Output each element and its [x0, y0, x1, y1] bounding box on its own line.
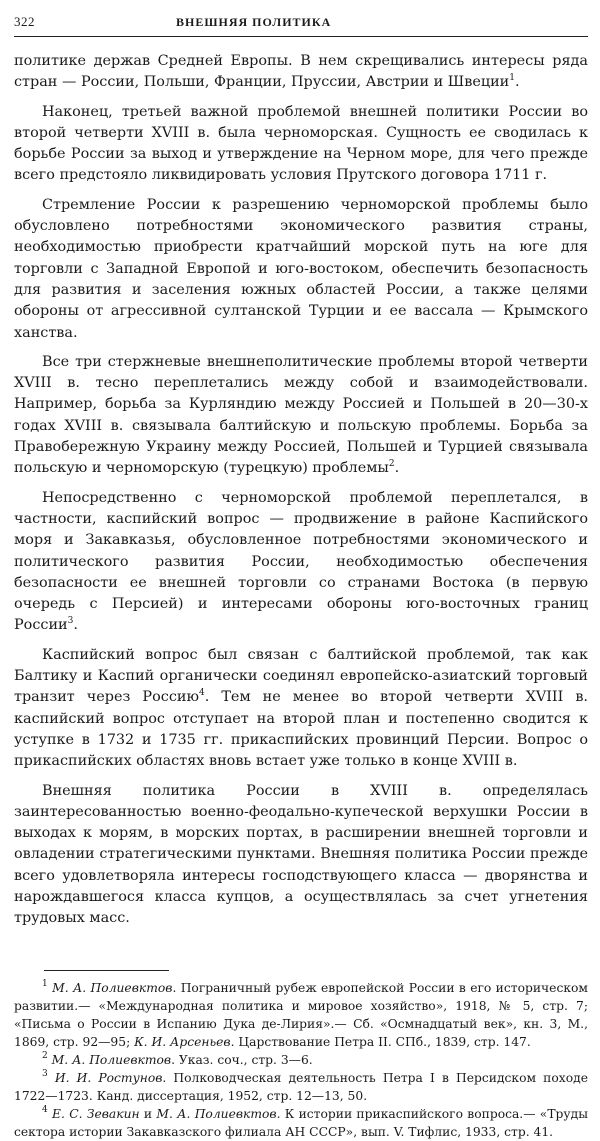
paragraph: Каспийский вопрос был связан с балтийской проблемой, так как Балтику и Каспий органически соединял европейско-азиатский торговый транзит через Россию$^4$. Тем не менее во второй четверти XVIII в. каспийский вопрос отступает на второй план и постепенно сводится к уступке в 1732 и 1735 гг. прикаспийских провинций Персии. Вопрос о прикаспийских областях вновь встает уже только в конце XVIII в. [14, 646, 588, 770]
paragraph: политике держав Средней Европы. В нем скрещивались интересы ряда стран — России, Польши, Франции, Пруссии, Австрии и Швеции$^1$. [14, 53, 588, 91]
footnote-ref[interactable]: 2 [388, 459, 395, 470]
paragraph: Стремление России к разрешению черноморской проблемы было обусловлено потребностями экономического развития страны, необходимостью приобрести кратчайший морской путь на юге для торговли с Западной Европой и юго-востоком, обеспечить безопасность для развития и заселения южных областей России, а также целями обороны от агрессивной султанской Турции и ее вассала — Крымского ханства. [14, 196, 588, 341]
paragraph: Все три стержневые внешнеполитические проблемы второй четверти XVIII в. тесно переплетались между собой и взаимодействовали. Например, борьба за Курляндию между Россией и Польшей в 20—30-х годах XVIII в. связывала балтийскую и польскую проблемы. Борьба за Правобережную Украину между Россией, Польшей и Турцией связывала польскую и черноморскую (турецкую) проблемы$^2$. [14, 353, 588, 477]
footnote: $^2$ М. А. Полиевктов. Указ. соч., стр. 3—6. [42, 1050, 313, 1067]
footnote: $^4$ Е. С. Зевакин и М. А. Полиевктов. К истории прикаспийского вопроса.— «Труды сектора истории Закавказского филиала АН СССР», вып. V. Тифлис, 1933, стр. 41. [14, 1104, 588, 1139]
paragraph: Наконец, третьей важной проблемой внешней политики России во второй четверти XVIII в. была черноморская. Сущность ее сводилась к борьбе России за выход и утверждение на Черном море, для чего прежде всего предстояло ликвидировать условия Прутского договора 1711 г. [14, 103, 588, 184]
footnote-ref[interactable]: 1 [509, 73, 516, 84]
page-number: 322 [14, 14, 35, 29]
running-title: ВНЕШНЯЯ ПОЛИТИКА [176, 15, 332, 29]
running-header [14, 14, 588, 37]
footnote-ref[interactable]: 3 [67, 616, 74, 627]
footnote: $^1$ М. А. Полиевктов. Пограничный рубеж европейской России в его историческом развитии.— «Международная политика и мировое хозяйство», 1918, № 5, стр. 7; «Письма о России в Испанию Дука де-Лирия».— Сб. «Осмнадцатый век», кн. 3, М., 1869, стр. 92—95; К. И. Арсеньев. Царствование Петра II. СПб., 1839, стр. 147. [14, 978, 588, 1049]
main-text [14, 51, 588, 930]
footnote-ref[interactable]: 4 [199, 688, 205, 699]
footnote-divider [44, 970, 169, 971]
book-page [14, 14, 588, 1141]
footnotes [14, 979, 588, 1141]
paragraph: Непосредственно с черноморской проблемой переплетался, в частности, каспийский вопрос — продвижение в районе Каспийского моря и Закавказья, обусловленное потребностями экономического и политического развития России, необходимостью обеспечения безопасности ее внешней торговли со странами Востока (в первую очередь с Персией) и интересами обороны юго-восточных границ России$^3$. [14, 489, 588, 634]
paragraph: Внешняя политика России в XVIII в. определялась заинтересованностью военно-феодально-купеческой верхушки России в выходах к морям, в морских портах, в расширении внешней торговли и овладении стратегическими пунктами. Внешняя политика России прежде всего удовлетворяла интересы господствующего класса — дворянства и нарождавшегося класса купцов, а осуществлялась за счет угнетения трудовых масс. [14, 782, 588, 927]
footnote: $^3$ И. И. Ростунов. Полководческая деятельность Петра I в Персидском походе 1722—1723. Канд. диссертация, 1952, стр. 12—13, 50. [14, 1068, 588, 1103]
